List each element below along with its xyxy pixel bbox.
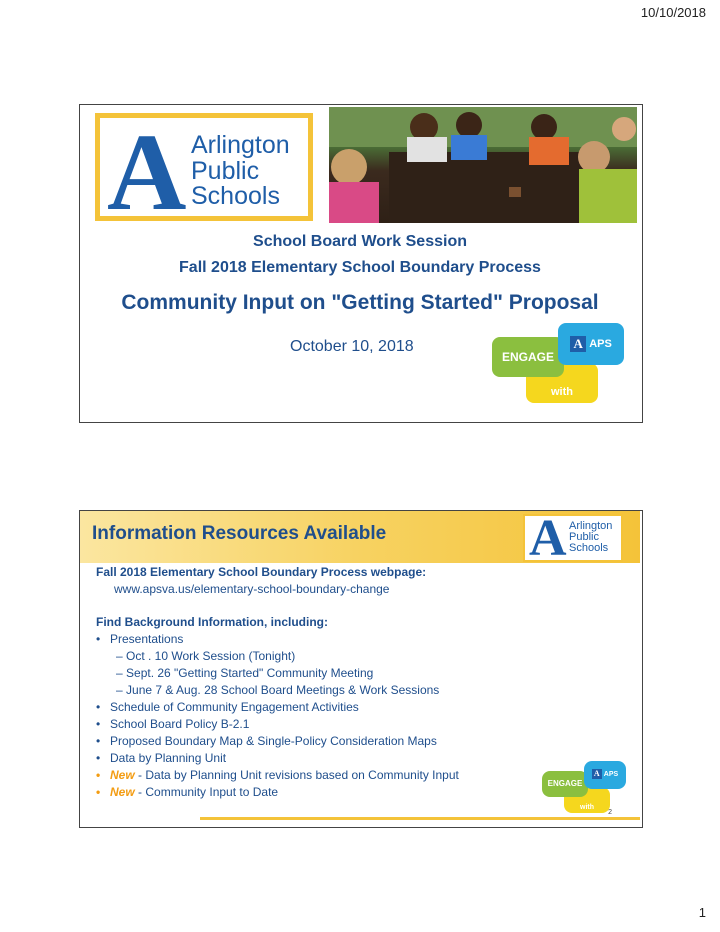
aps-a-icon: A	[592, 769, 602, 779]
slide1-title-line-2: Fall 2018 Elementary School Boundary Process	[179, 259, 541, 276]
logo-a-icon: A	[529, 510, 567, 567]
logo-line-3: Schools	[569, 542, 609, 555]
list-item: • Data by Planning Unit	[96, 751, 227, 765]
aps-bubble	[584, 761, 626, 789]
aps-a-icon: A	[570, 336, 586, 352]
slide1-date: October 10, 2018	[290, 338, 414, 355]
logo-line-2: Public	[569, 531, 599, 544]
logo-line-1: Arlington	[569, 520, 613, 532]
photo-illustration	[329, 107, 637, 223]
webpage-heading: Fall 2018 Elementary School Boundary Process webpage:	[96, 565, 427, 579]
logo-line-2: Public	[191, 156, 260, 185]
slide2-title: Information Resources Available	[92, 523, 387, 544]
slide-1	[79, 104, 643, 423]
slide1-title-line-1: School Board Work Session	[253, 233, 467, 250]
with-text: with	[551, 386, 573, 398]
aps-logo-small	[523, 510, 623, 567]
webpage-url: www.apsva.us/elementary-school-boundary-change	[114, 582, 390, 596]
background-heading: Find Background Information, including:	[96, 615, 328, 629]
aps-text: APS	[589, 338, 612, 350]
header-date: 10/10/2018	[640, 5, 706, 20]
sub-list-item: – Oct . 10 Work Session (Tonight)	[116, 649, 296, 663]
sub-list-item: – Sept. 26 "Getting Started" Community Meeting	[116, 666, 374, 680]
aps-text: APS	[603, 771, 619, 778]
engage-with-aps-logo	[490, 323, 630, 413]
slide-number: 2	[608, 809, 612, 816]
logo-line-3: Schools	[191, 182, 280, 210]
logo-text	[191, 133, 290, 210]
slide-2	[79, 510, 643, 828]
engage-bubble	[492, 337, 564, 377]
engage-bubble	[542, 771, 588, 797]
logo-a-icon: A	[107, 111, 187, 233]
footer-rule	[200, 817, 640, 820]
engage-with-aps-logo-small	[542, 761, 632, 819]
aps-logo	[95, 111, 313, 233]
page-number: 1	[698, 905, 706, 920]
engage-text: ENGAGE	[501, 350, 554, 364]
list-item: • Proposed Boundary Map & Single-Policy Consideration Maps	[96, 734, 437, 748]
slide1-main-title: Community Input on "Getting Started" Proposal	[121, 291, 599, 314]
new-list-item: • New - Community Input to Date	[96, 785, 279, 799]
logo-line-1: Arlington	[191, 131, 290, 159]
new-list-item: • New - Data by Planning Unit revisions based on Community Input	[96, 768, 459, 782]
with-text: with	[580, 804, 594, 811]
list-item: • Presentations	[96, 632, 184, 646]
engage-text: ENGAGE	[547, 779, 583, 788]
sub-list-item: – June 7 & Aug. 28 School Board Meetings & Work Sessions	[116, 683, 440, 697]
children-gardening-photo	[329, 107, 637, 223]
logo-text	[569, 521, 612, 555]
list-item: • School Board Policy B-2.1	[96, 717, 250, 731]
aps-bubble	[558, 323, 624, 365]
list-item: • Schedule of Community Engagement Activities	[96, 700, 359, 714]
